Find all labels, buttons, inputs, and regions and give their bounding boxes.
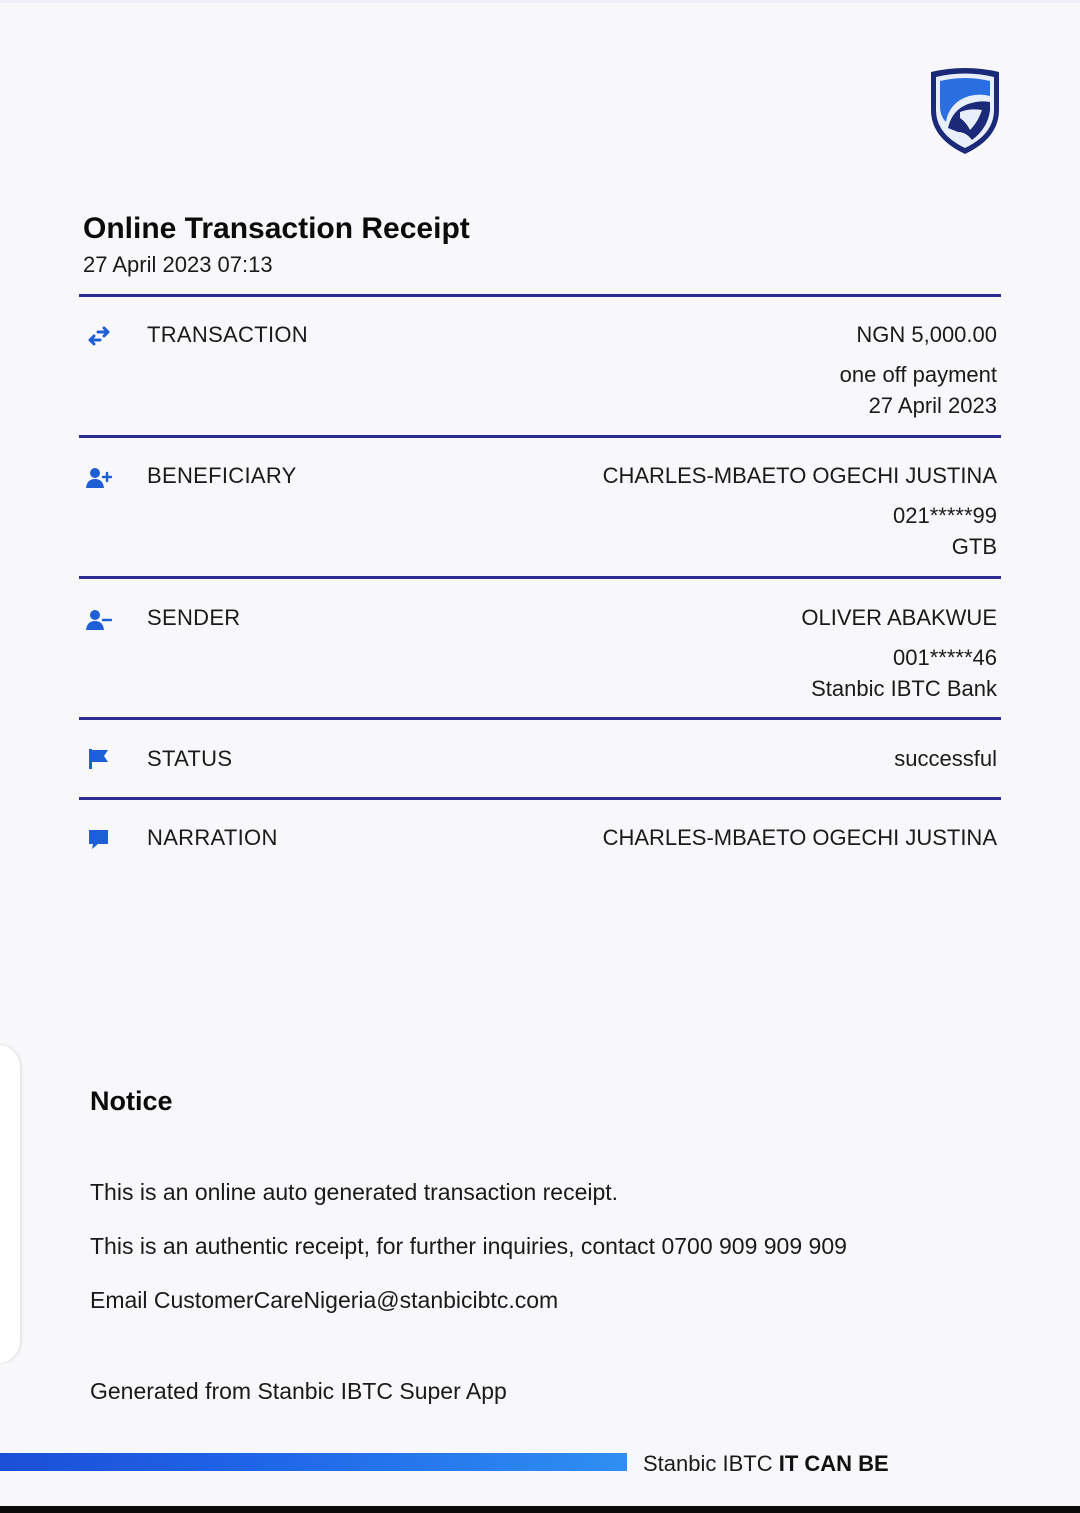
footer-brand-name: Stanbic IBTC — [643, 1451, 773, 1476]
beneficiary-label: BENEFICIARY — [147, 463, 297, 488]
receipt-datetime: 27 April 2023 07:13 — [83, 252, 273, 277]
notice-line: This is an online auto generated transaction receipt. — [90, 1179, 619, 1205]
transaction-type: one off payment — [839, 362, 997, 387]
notice-title: Notice — [90, 1086, 173, 1116]
transfer-arrows-icon — [86, 325, 112, 347]
beneficiary-bank: GTB — [951, 534, 997, 559]
comment-icon — [86, 828, 112, 850]
divider — [79, 294, 1001, 297]
footer-brand — [643, 1451, 889, 1477]
narration-value: CHARLES-MBAETO OGECHI JUSTINA — [602, 825, 997, 850]
divider — [79, 797, 1001, 800]
sender-name: OLIVER ABAKWUE — [801, 605, 997, 630]
divider — [79, 717, 1001, 720]
sender-bank: Stanbic IBTC Bank — [811, 676, 997, 701]
divider — [79, 435, 1001, 438]
transaction-amount: NGN 5,000.00 — [856, 322, 997, 347]
bottom-edge — [0, 1506, 1080, 1513]
user-remove-icon — [86, 609, 112, 631]
generated-from: Generated from Stanbic IBTC Super App — [90, 1378, 507, 1404]
flag-icon — [86, 748, 112, 770]
transaction-label: TRANSACTION — [147, 322, 308, 347]
beneficiary-name: CHARLES-MBAETO OGECHI JUSTINA — [602, 463, 997, 488]
status-label: STATUS — [147, 746, 233, 771]
top-strip — [0, 0, 1080, 3]
beneficiary-account: 021*****99 — [893, 503, 997, 528]
divider — [79, 576, 1001, 579]
user-add-icon — [86, 467, 112, 489]
side-panel-handle[interactable] — [0, 1045, 20, 1363]
footer-tagline: IT CAN BE — [778, 1451, 889, 1476]
notice-line: Email CustomerCareNigeria@stanbicibtc.com — [90, 1287, 559, 1313]
page-title: Online Transaction Receipt — [83, 212, 470, 245]
stanbic-shield-logo-icon — [926, 66, 1004, 156]
narration-label: NARRATION — [147, 825, 278, 850]
footer-gradient-bar — [0, 1453, 627, 1471]
status-value: successful — [894, 746, 997, 771]
sender-label: SENDER — [147, 605, 241, 630]
transaction-date: 27 April 2023 — [868, 393, 997, 418]
sender-account: 001*****46 — [893, 645, 997, 670]
notice-line: This is an authentic receipt, for further inquiries, contact 0700 909 909 909 — [90, 1233, 847, 1259]
